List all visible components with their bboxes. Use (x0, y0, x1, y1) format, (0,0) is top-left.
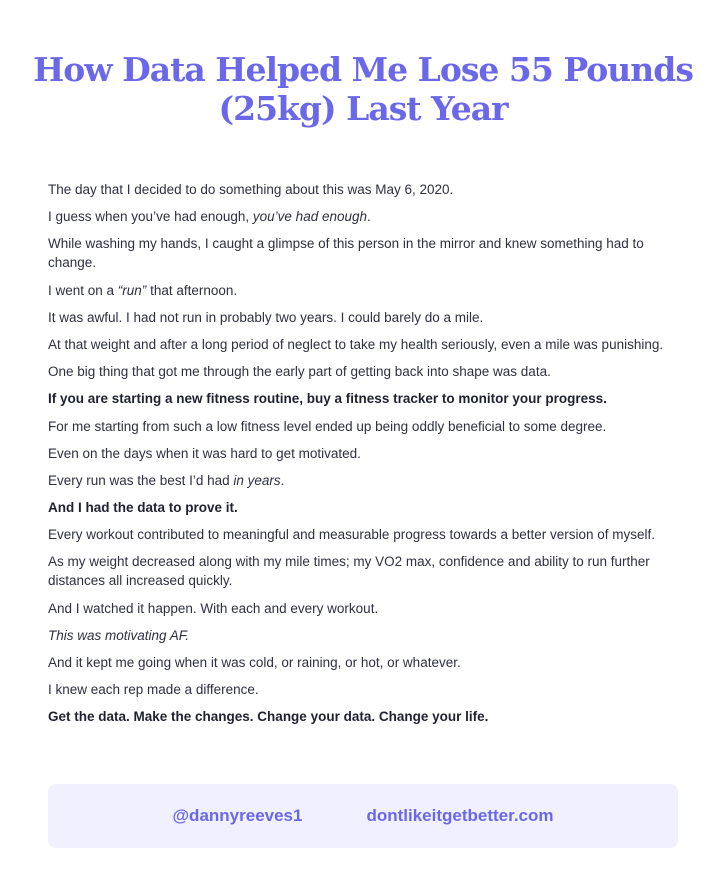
paragraph: Even on the days when it was hard to get motivated. (48, 445, 361, 461)
paragraph: One big thing that got me through the early part of getting back into shape was data. (48, 364, 551, 380)
paragraph: For me starting from such a low fitness level ended up being oddly beneficial to some degree. (48, 418, 607, 434)
paragraph: It was awful. I had not run in probably two years. I could barely do a mile. (48, 309, 484, 325)
emphasis: you’ve had enough (252, 209, 368, 225)
bold-paragraph: If you are starting a new fitness routine, buy a fitness tracker to monitor your progress. (48, 391, 607, 407)
paragraph: The day that I decided to do something about this was May 6, 2020. (48, 182, 454, 197)
social-handle: @dannyreeves1 (172, 806, 303, 825)
paragraph: I went on a “run” that afternoon. (48, 282, 238, 298)
website-link: dontlikeitgetbetter.com (366, 806, 554, 825)
page-title: How Data Helped Me Lose 55 Pounds (25kg) Last Year (33, 50, 693, 128)
paragraph: I knew each rep made a difference. (48, 682, 259, 698)
paragraph: As my weight decreased along with my mile times; my VO2 max, confidence and ability to run further distances all increased quickly. (48, 554, 650, 589)
bold-paragraph: And I had the data to prove it. (48, 500, 238, 516)
paragraph: I guess when you’ve had enough, you’ve had enough. (48, 209, 371, 225)
emphasis: “run” (117, 282, 147, 298)
footer-banner (48, 784, 678, 848)
article-body (48, 180, 680, 735)
paragraph: And I watched it happen. With each and every workout. (48, 600, 379, 616)
emphasis: in years (233, 472, 281, 488)
paragraph: Every run was the best I’d had in years. (48, 472, 285, 488)
emphasis: This was motivating AF. (48, 627, 190, 643)
paragraph: While washing my hands, I caught a glimpse of this person in the mirror and knew something had to change. (48, 236, 644, 271)
paragraph (48, 626, 680, 645)
paragraph: At that weight and after a long period of neglect to take my health seriously, even a mile was punishing. (48, 336, 664, 352)
paragraph: Every workout contributed to meaningful and measurable progress towards a better version of myself. (48, 527, 656, 543)
bold-paragraph: Get the data. Make the changes. Change your data. Change your life. (48, 709, 489, 725)
paragraph: And it kept me going when it was cold, or raining, or hot, or whatever. (48, 655, 461, 670)
